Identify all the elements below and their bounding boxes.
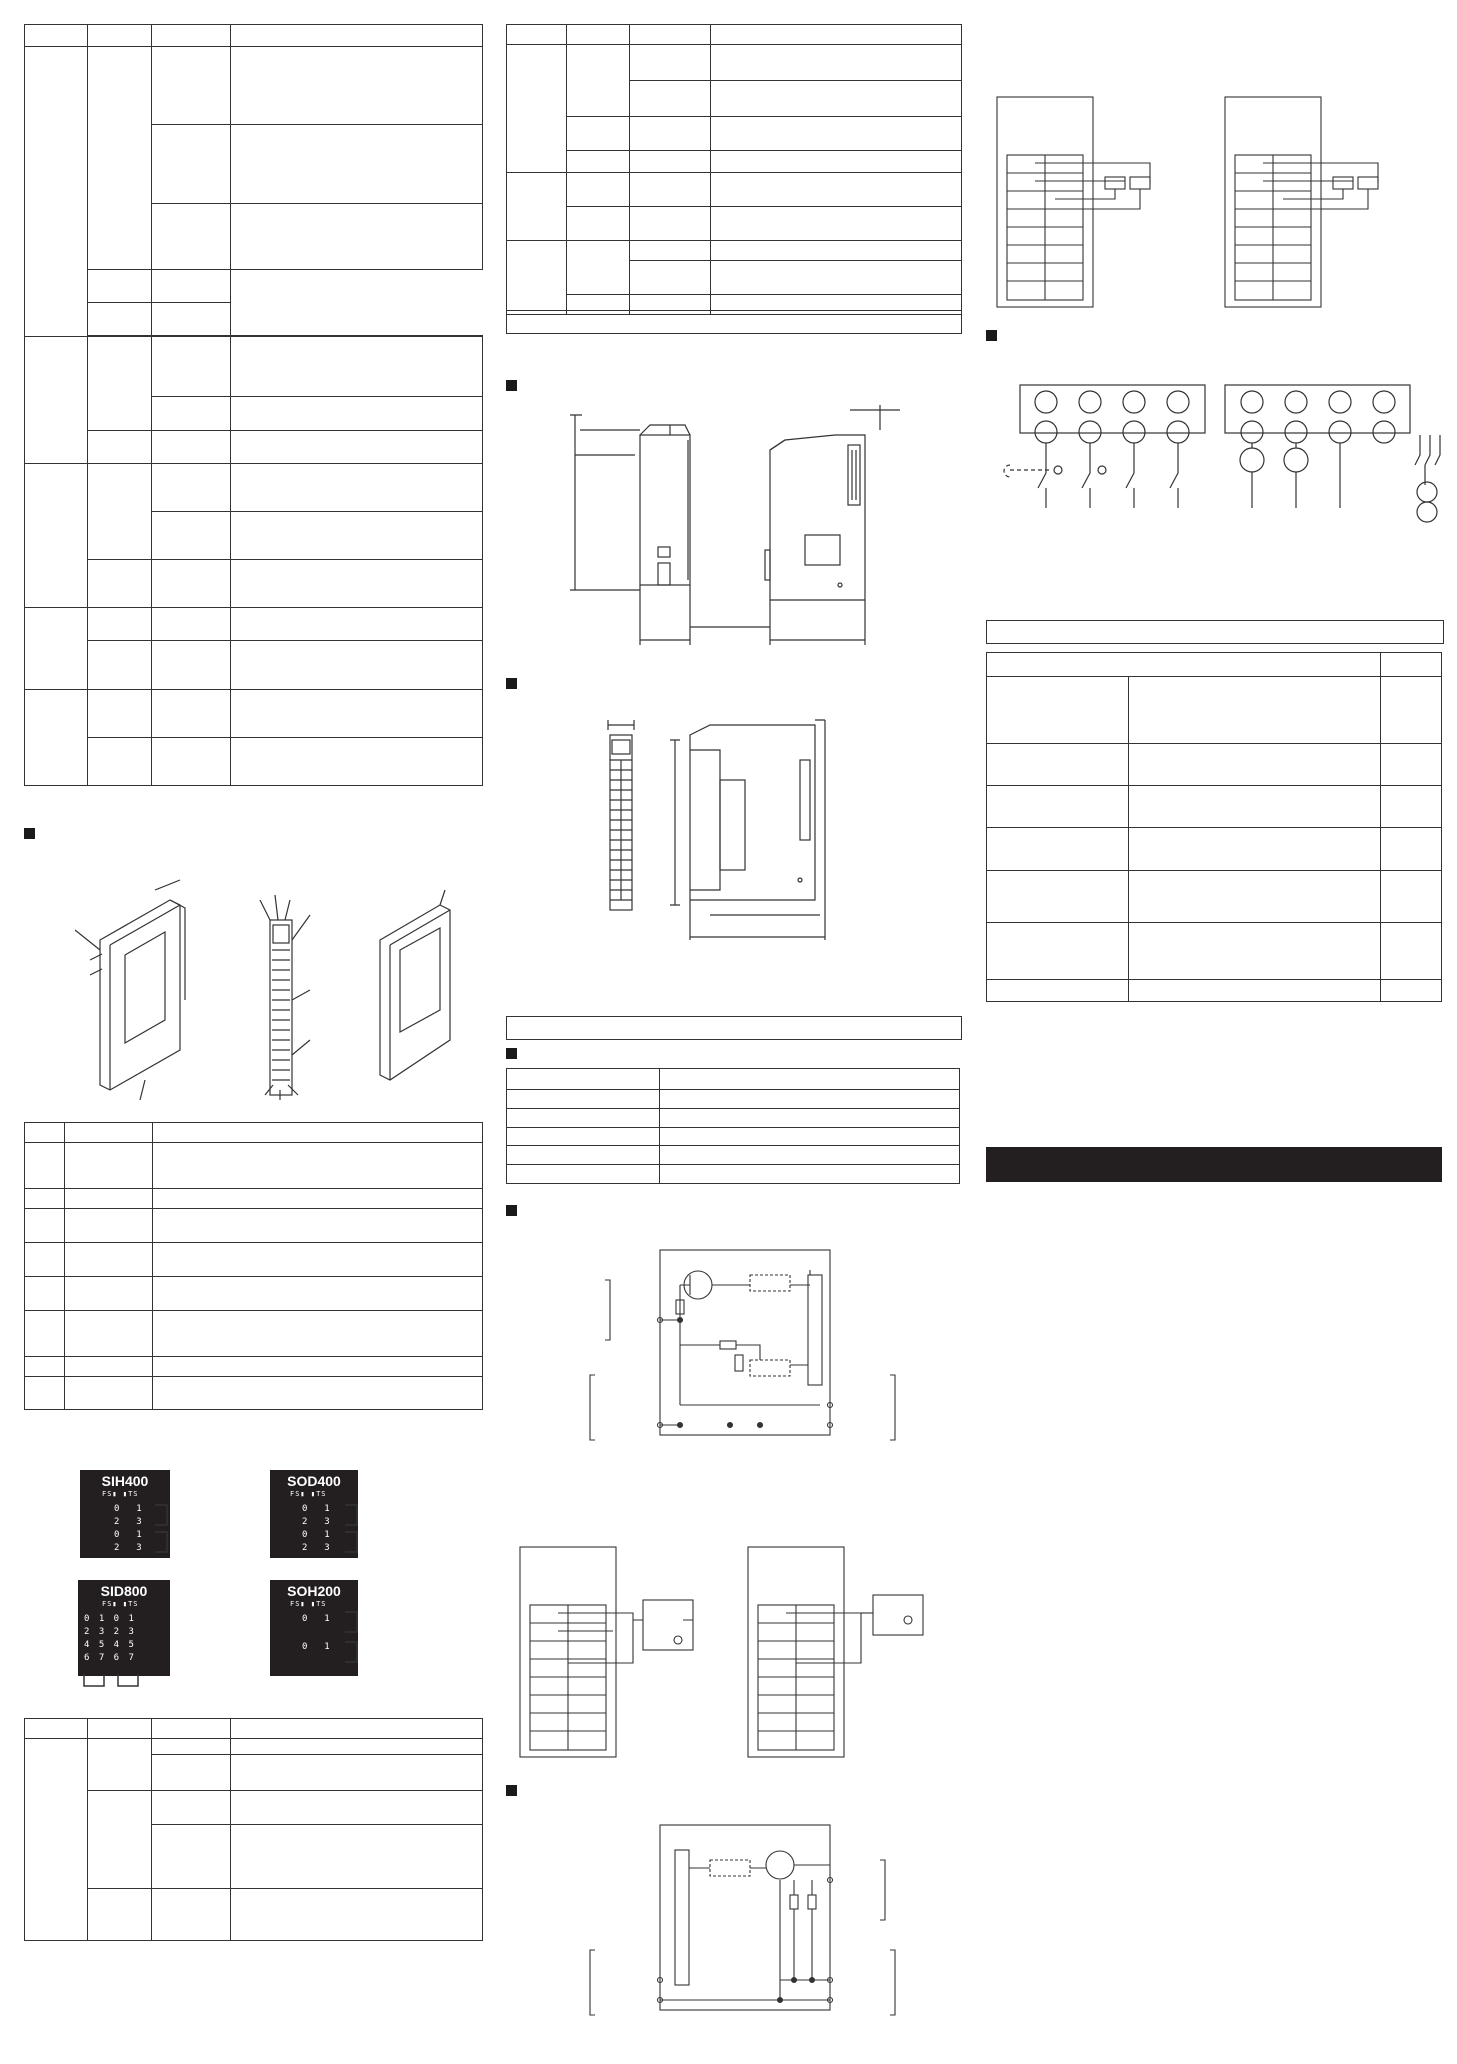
panel-model: SIH400 [101, 1473, 149, 1489]
panel-row: 0 1 [302, 1530, 332, 1540]
section-marker-icon [506, 380, 517, 391]
section-marker-icon [506, 1048, 517, 1059]
panel-model: SID800 [100, 1583, 148, 1599]
input-wiring-diagrams [518, 1545, 938, 1765]
dimension-drawing-2 [600, 700, 850, 950]
spec-table-3 [506, 24, 962, 315]
section-header-io [506, 1016, 962, 1040]
spec-table-2 [24, 1718, 483, 1941]
input-circuit-diagram [590, 1245, 900, 1445]
panel-row: 0 1 [302, 1642, 332, 1652]
panel-row: 0 1 [302, 1614, 332, 1624]
panel-row: 0 1 [114, 1530, 144, 1540]
panel-row: 2 3 [302, 1517, 332, 1527]
dimension-drawing-1 [560, 395, 900, 650]
panel-row: 0 1 [114, 1504, 144, 1514]
panel-row: 4 5 4 5 [84, 1640, 136, 1650]
panel-row: 2 3 [114, 1543, 144, 1553]
section-marker-icon [986, 330, 997, 341]
section-marker-icon [506, 678, 517, 689]
panel-row: 6 7 6 7 [84, 1653, 136, 1663]
panel-row: 2 3 [114, 1517, 144, 1527]
section-header-right [986, 620, 1444, 644]
panel-row: 2 3 [302, 1543, 332, 1553]
section-marker-icon [506, 1785, 517, 1796]
panel-row: 2 3 2 3 [84, 1627, 136, 1637]
output-circuit-diagram [590, 1820, 900, 2020]
panel-indicators: FS▮ ▮TS [290, 1490, 327, 1498]
section-marker-icon [506, 1205, 517, 1216]
footer-bar [986, 1147, 1442, 1182]
io-spec-table [506, 1068, 960, 1184]
terminal-connection-diagram [990, 380, 1450, 530]
panel-indicators: FS▮ ▮TS [102, 1490, 139, 1498]
section-header-dimensions [506, 310, 962, 334]
panel-indicators: FS▮ ▮TS [102, 1600, 139, 1608]
panel-row: 0 1 [302, 1504, 332, 1514]
panel-indicators: FS▮ ▮TS [290, 1600, 327, 1608]
panel-model: SOD400 [287, 1473, 341, 1489]
spec-table-4 [986, 652, 1442, 1002]
panel-row: 0 1 0 1 [84, 1614, 136, 1624]
panel-model: SOH200 [287, 1583, 341, 1599]
output-wiring-diagrams [995, 95, 1415, 310]
